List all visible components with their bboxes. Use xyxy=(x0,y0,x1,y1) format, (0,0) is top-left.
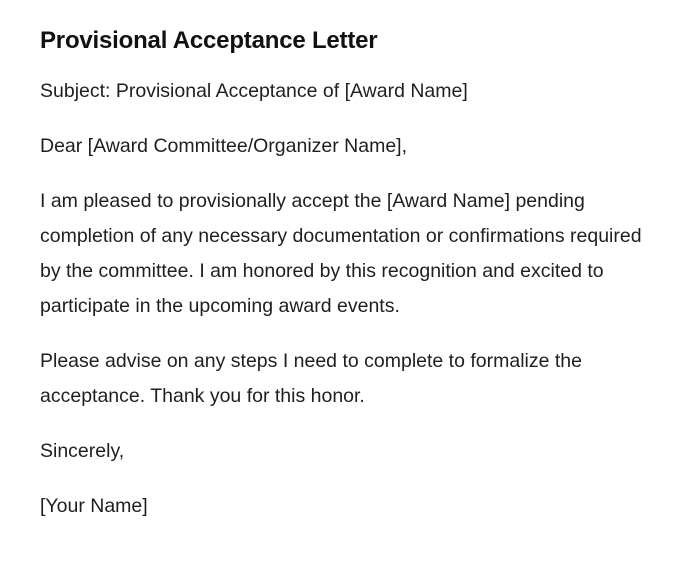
letter-signature: [Your Name] xyxy=(40,495,148,517)
letter-body-paragraph-1: I am pleased to provisionally accept the [Award Name] pending completion of any necessary documentation or confirmations required by the committee. I am honored by this recognition and excited to participate in the upcoming award events. xyxy=(40,190,642,317)
letter-subject: Subject: Provisional Acceptance of [Award Name] xyxy=(40,80,468,102)
letter-closing: Sincerely, xyxy=(40,440,125,462)
letter-body-paragraph-2: Please advise on any steps I need to complete to formalize the acceptance. Thank you for this honor. xyxy=(40,350,582,407)
letter-document xyxy=(40,24,660,544)
letter-salutation: Dear [Award Committee/Organizer Name], xyxy=(40,135,408,157)
letter-title: Provisional Acceptance Letter xyxy=(40,27,378,54)
